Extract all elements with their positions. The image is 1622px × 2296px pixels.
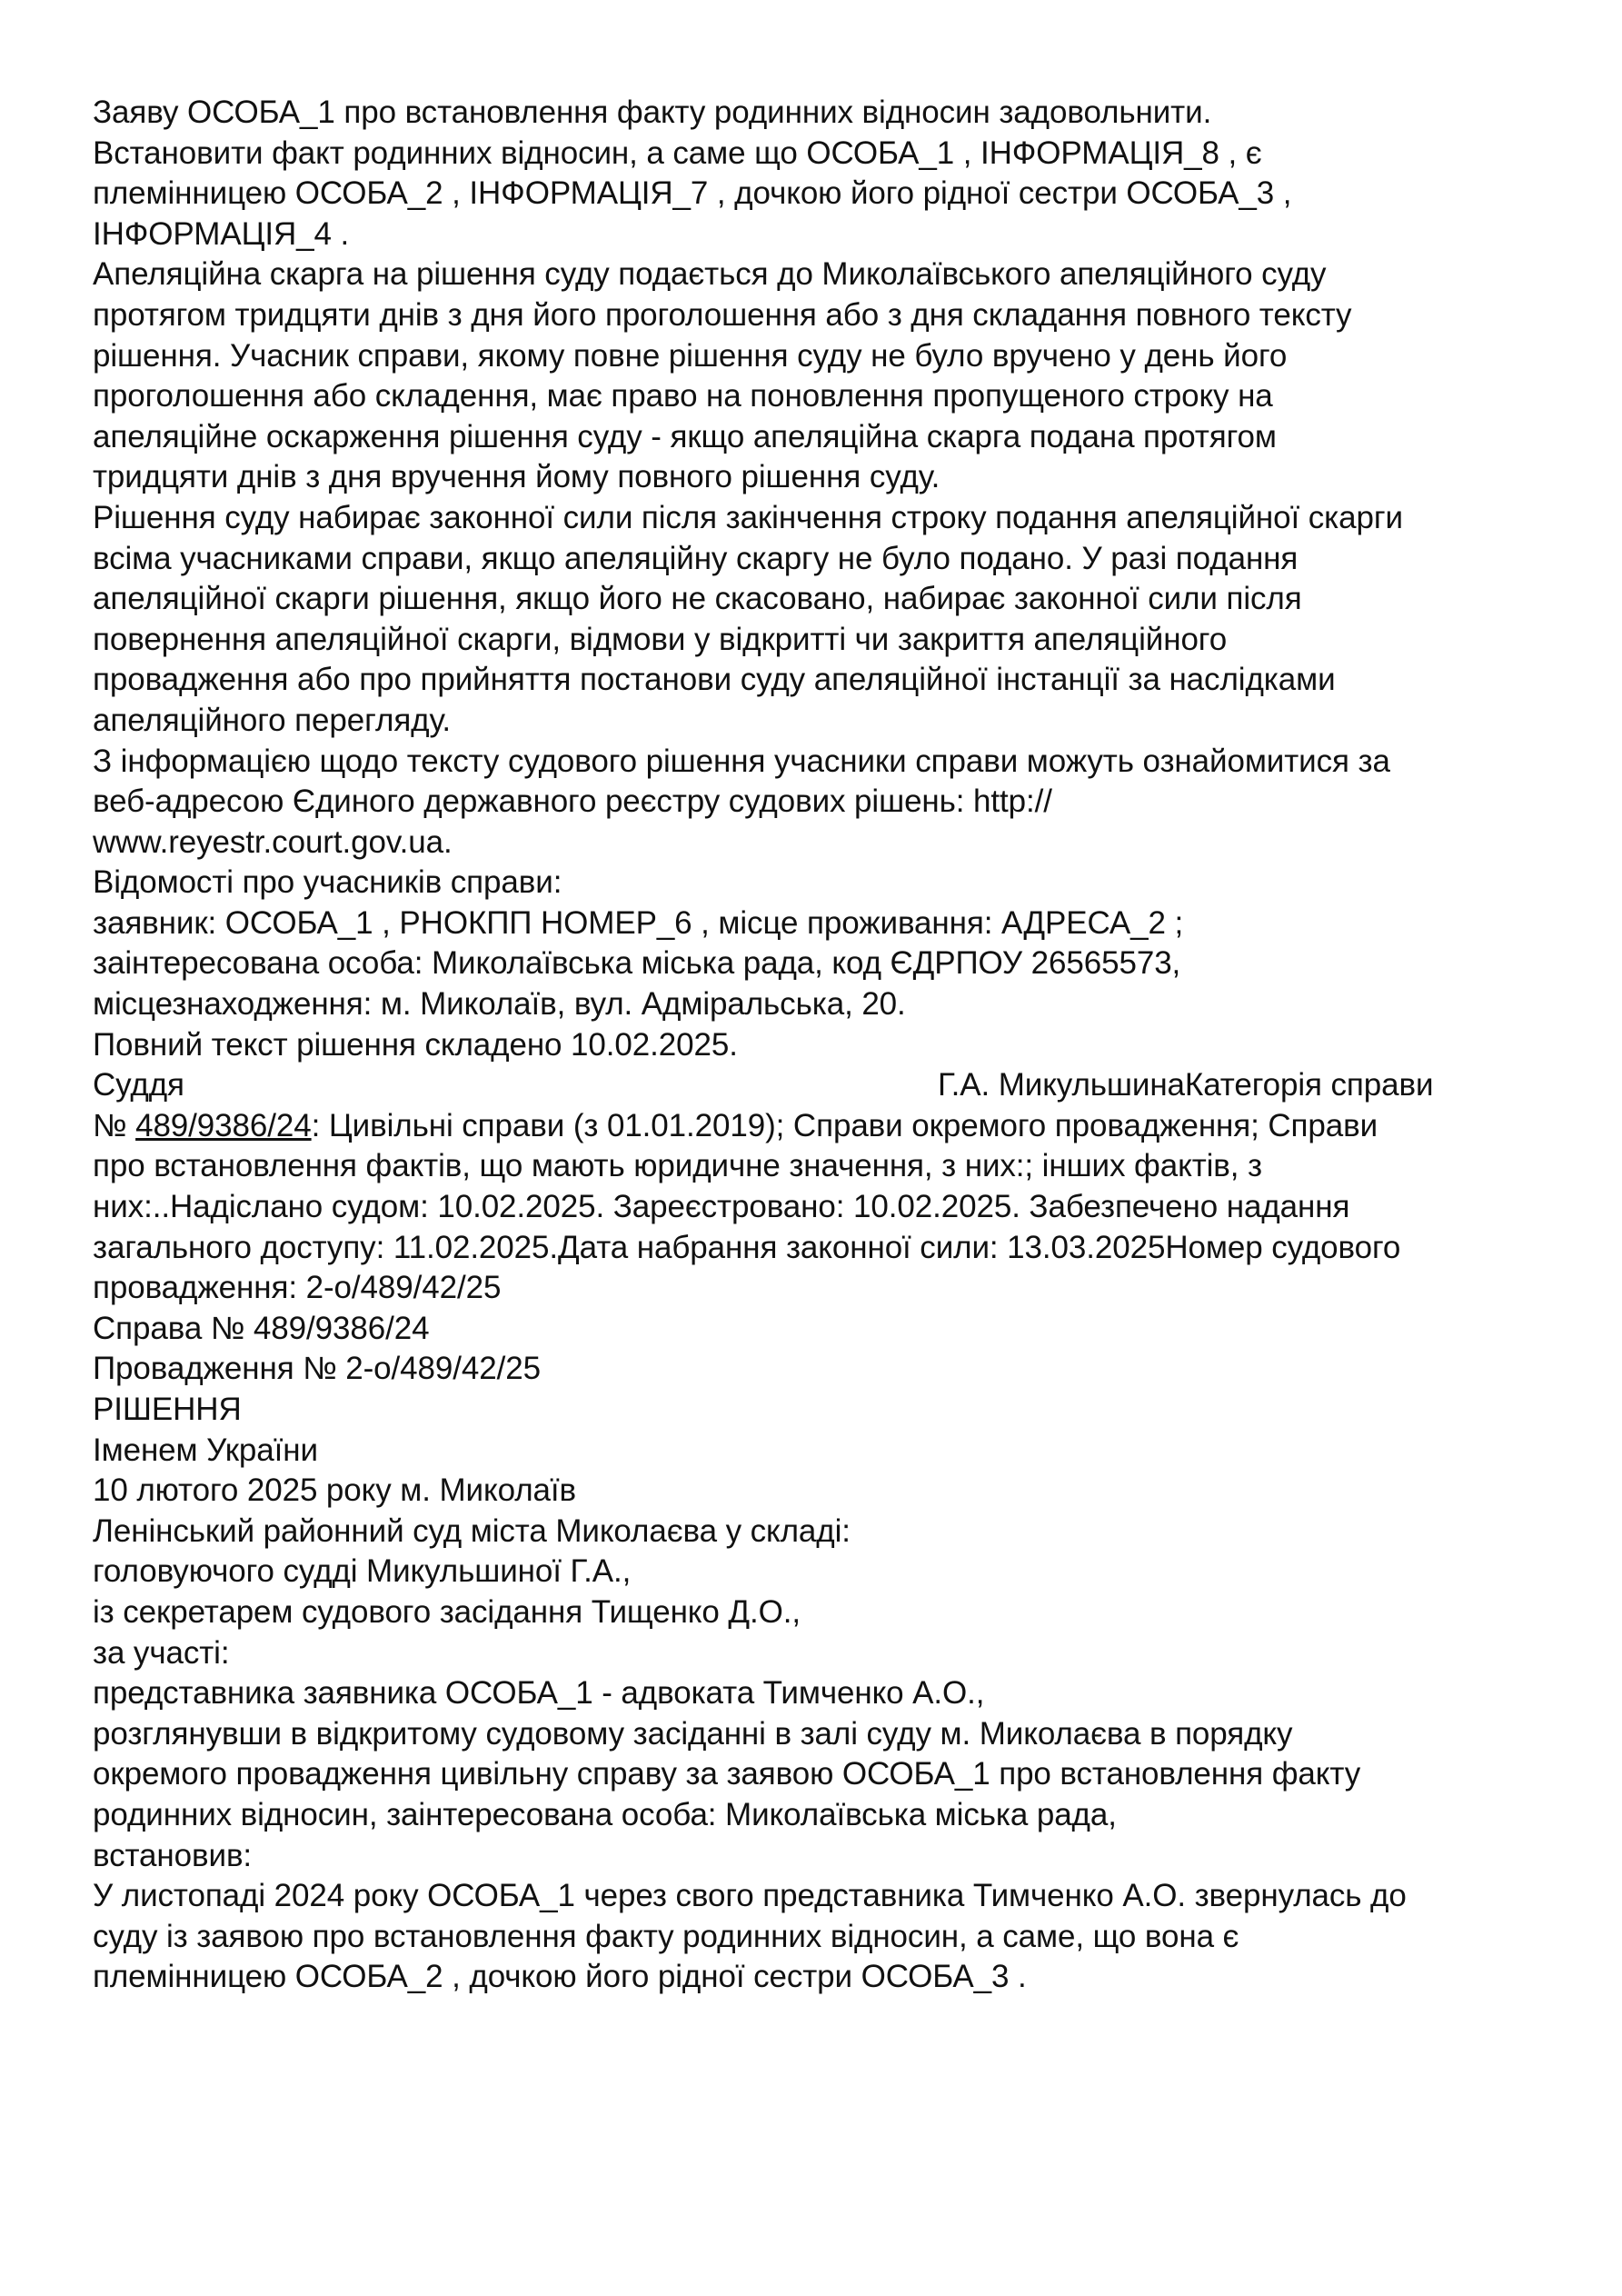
text-line: представника заявника ОСОБА_1 - адвоката Тимченко А.О., xyxy=(93,1675,985,1712)
text-line: заінтересована особа: Миколаївська міська рада, код ЄДРПОУ 26565573, xyxy=(93,945,1181,982)
case-category-line xyxy=(93,1106,1565,1147)
appeal-paragraph xyxy=(93,255,1565,498)
text-line: протягом тридцяти днів з дня його проголошення або з дня складання повного тексту xyxy=(93,296,1352,333)
text-line: Справа № 489/9386/24 xyxy=(93,1310,430,1346)
judge-name: Г.А. МикульшинаКатегорія справи xyxy=(938,1067,1434,1103)
text-line: З інформацією щодо тексту судового рішення учасники справи можуть ознайомитися за xyxy=(93,743,1390,779)
text-line: повернення апеляційної скарги, відмови у відкритті чи закриття апеляційного xyxy=(93,621,1228,657)
document-page xyxy=(93,93,1565,1998)
text-line: племінницею ОСОБА_2 , дочкою його рідної сестри ОСОБА_3 . xyxy=(93,1959,1027,1995)
text-line: окремого провадження цивільну справу за заявою ОСОБА_1 про встановлення факту xyxy=(93,1756,1361,1792)
fact-paragraph xyxy=(93,134,1565,255)
participants-paragraph xyxy=(93,863,1565,1065)
case-number-link[interactable]: 489/9386/24 xyxy=(135,1107,312,1143)
text-line: РІШЕННЯ xyxy=(93,1392,242,1427)
case-number-prefix: № xyxy=(93,1107,136,1143)
text-line: Апеляційна скарга на рішення суду подається до Миколаївського апеляційного суду xyxy=(93,256,1327,293)
text-line: рішення. Учасник справи, якому повне рішення суду не було вручено у день його xyxy=(93,337,1288,374)
text-line: заявник: ОСОБА_1 , РНОКПП НОМЕР_6 , місце проживання: АДРЕСА_2 ; xyxy=(93,904,1184,941)
text-line: 10 лютого 2025 року м. Миколаїв xyxy=(93,1472,577,1509)
text-line: тридцяти днів з дня вручення йому повного рішення суду. xyxy=(93,459,940,495)
text-line: Провадження № 2-о/489/42/25 xyxy=(93,1351,541,1387)
text-line: загального доступу: 11.02.2025.Дата набрання законної сили: 13.03.2025Номер судового xyxy=(93,1229,1401,1265)
text-line: місцезнаходження: м. Миколаїв, вул. Адміральська, 20. xyxy=(93,986,906,1023)
text-line: Ленінський районний суд міста Миколаєва у складі: xyxy=(93,1512,851,1549)
text-line: Рішення суду набирає законної сили після закінчення строку подання апеляційної скарги xyxy=(93,499,1403,535)
text-line: встановив: xyxy=(93,1837,253,1873)
text-line: племінницею ОСОБА_2 , ІНФОРМАЦІЯ_7 , дочкою його рідної сестри ОСОБА_3 , xyxy=(93,175,1292,212)
text-line: Відомості про учасників справи: xyxy=(93,864,562,901)
decision-body xyxy=(93,1146,1565,1997)
text-line: www.reyestr.court.gov.ua. xyxy=(93,824,453,860)
text-line: суду із заявою про встановлення факту родинних відносин, а саме, що вона є xyxy=(93,1918,1239,1954)
text-line: Встановити факт родинних відносин, а саме що ОСОБА_1 , ІНФОРМАЦІЯ_8 , є xyxy=(93,135,1262,171)
text-line: родинних відносин, заінтересована особа: Миколаївська міська рада, xyxy=(93,1796,1117,1832)
text-line: них:..Надіслано судом: 10.02.2025. Зареєстровано: 10.02.2025. Забезпечено надання xyxy=(93,1189,1350,1225)
text-line: У листопаді 2024 року ОСОБА_1 через свого представника Тимченко А.О. звернулась до xyxy=(93,1878,1407,1914)
text-line: веб-адресою Єдиного державного реєстру судових рішень: http:// xyxy=(93,784,1052,820)
text-line: за участі: xyxy=(93,1634,230,1671)
judge-signature-line xyxy=(93,1065,1565,1106)
judge-label: Суддя xyxy=(93,1067,184,1103)
decision-paragraph xyxy=(93,93,1565,134)
text-line: розглянувши в відкритому судовому засіданні в залі суду м. Миколаєва в порядку xyxy=(93,1715,1293,1752)
text-line: ІНФОРМАЦІЯ_4 . xyxy=(93,215,350,252)
text-line: головуючого судді Микульшиної Г.А., xyxy=(93,1553,632,1590)
text-line: Заяву ОСОБА_1 про встановлення факту родинних відносин задовольнити. xyxy=(93,95,1212,130)
legal-force-paragraph xyxy=(93,498,1565,742)
case-category-text: : Цивільні справи (з 01.01.2019); Справи окремого провадження; Справи xyxy=(311,1107,1378,1143)
text-line: апеляційної скарги рішення, якщо його не скасовано, набирає законної сили після xyxy=(93,581,1302,617)
text-line: про встановлення фактів, що мають юридичне значення, з них:; інших фактів, з xyxy=(93,1148,1262,1184)
text-line: Іменем України xyxy=(93,1432,318,1468)
text-line: провадження: 2-о/489/42/25 xyxy=(93,1270,502,1306)
text-line: Повний текст рішення складено 10.02.2025. xyxy=(93,1026,738,1063)
text-line: апеляційне оскарження рішення суду - якщо апеляційна скарга подана протягом xyxy=(93,418,1277,454)
text-line: апеляційного перегляду. xyxy=(93,702,452,738)
text-line: проголошення або складення, має право на поновлення пропущеного строку на xyxy=(93,378,1273,414)
registry-paragraph xyxy=(93,742,1565,863)
text-line: всіма учасниками справи, якщо апеляційну скаргу не було подано. У разі подання xyxy=(93,540,1299,576)
text-line: із секретарем судового засідання Тищенко Д.О., xyxy=(93,1593,801,1630)
text-line: провадження або про прийняття постанови суду апеляційної інстанції за наслідками xyxy=(93,662,1336,698)
